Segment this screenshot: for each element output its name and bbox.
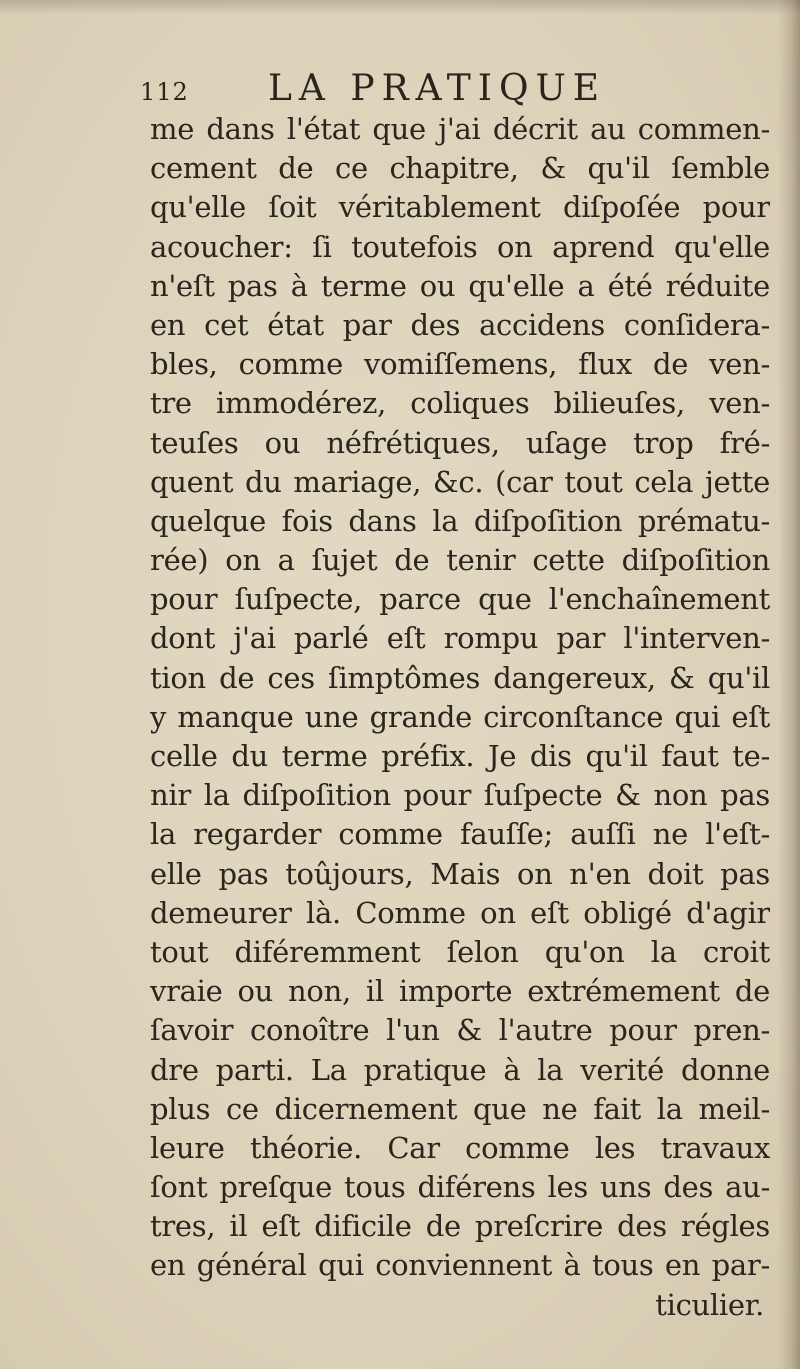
text-line: celle du terme préfix. Je dis qu'il faut te-: [150, 739, 770, 773]
text-line: bles, comme vomiſſemens, flux de ven-: [150, 347, 770, 382]
text-line: quent du mariage, &c. (car tout cela jette: [150, 464, 770, 499]
page-edge-shadow: [778, 0, 800, 1369]
text-line: cement de ce chapitre, & qu'il ſemble: [150, 151, 770, 186]
text-line: nir la diſpoſition pour ſuſpecte & non pas: [150, 778, 770, 813]
text-line: n'eſt pas à terme ou qu'elle a été réduite: [150, 268, 770, 303]
text-line: tion de ces ſimptômes dangereux, & qu'il: [150, 660, 770, 695]
text-line: rée) on a ſujet de tenir cette diſpoſition: [150, 543, 770, 578]
text-line: la regarder comme fauſſe; auſſi ne l'eſt-: [150, 817, 770, 852]
text-line: dre parti. La pratique à la verité donne: [150, 1052, 770, 1087]
text-line: elle pas toûjours, Mais on n'en doit pas: [150, 856, 770, 891]
text-line: tout diféremment ſelon qu'on la croit: [150, 934, 770, 969]
text-line: quelque fois dans la diſpoſition prématu-: [150, 503, 770, 538]
running-head: LA PRATIQUE: [268, 68, 607, 109]
text-line: leure théorie. Car comme les travaux: [150, 1130, 770, 1165]
text-line: pour ſuſpecte, parce que l'enchaînement: [150, 582, 770, 617]
text-line: ſont preſque tous diférens les uns des au-: [150, 1170, 770, 1205]
text-line-last: ticulier.: [655, 1287, 764, 1322]
text-line: qu'elle ſoit véritablement diſpoſée pour: [150, 190, 770, 225]
text-line: y manque une grande circonſtance qui eſt: [150, 699, 770, 734]
text-line: teuſes ou néfrétiques, uſage trop fré-: [150, 425, 770, 460]
text-line: plus ce dicernement que ne fait la meil-: [150, 1091, 770, 1126]
text-line: en général qui conviennent à tous en par-: [150, 1248, 770, 1283]
text-line: me dans l'état que j'ai décrit au commen-: [150, 112, 770, 146]
text-line: ſavoir conoître l'un & l'autre pour pren-: [150, 1013, 770, 1048]
text-line: demeurer là. Comme on eſt obligé d'agir: [150, 895, 770, 930]
text-line: vraie ou non, il importe extrémement de: [150, 974, 770, 1009]
text-line: tres, il eſt dificile de preſcrire des régles: [150, 1209, 770, 1244]
body-text: [150, 110, 770, 1325]
page-number: 112: [140, 78, 189, 106]
text-line: tre immodérez, coliques bilieuſes, ven-: [150, 386, 770, 421]
page-top-shadow: [0, 0, 800, 14]
text-line: dont j'ai parlé eſt rompu par l'interven-: [150, 621, 770, 656]
text-line: acoucher: ſi toutefois on aprend qu'elle: [150, 229, 770, 264]
text-line: en cet état par des accidens conſidera-: [150, 307, 770, 342]
